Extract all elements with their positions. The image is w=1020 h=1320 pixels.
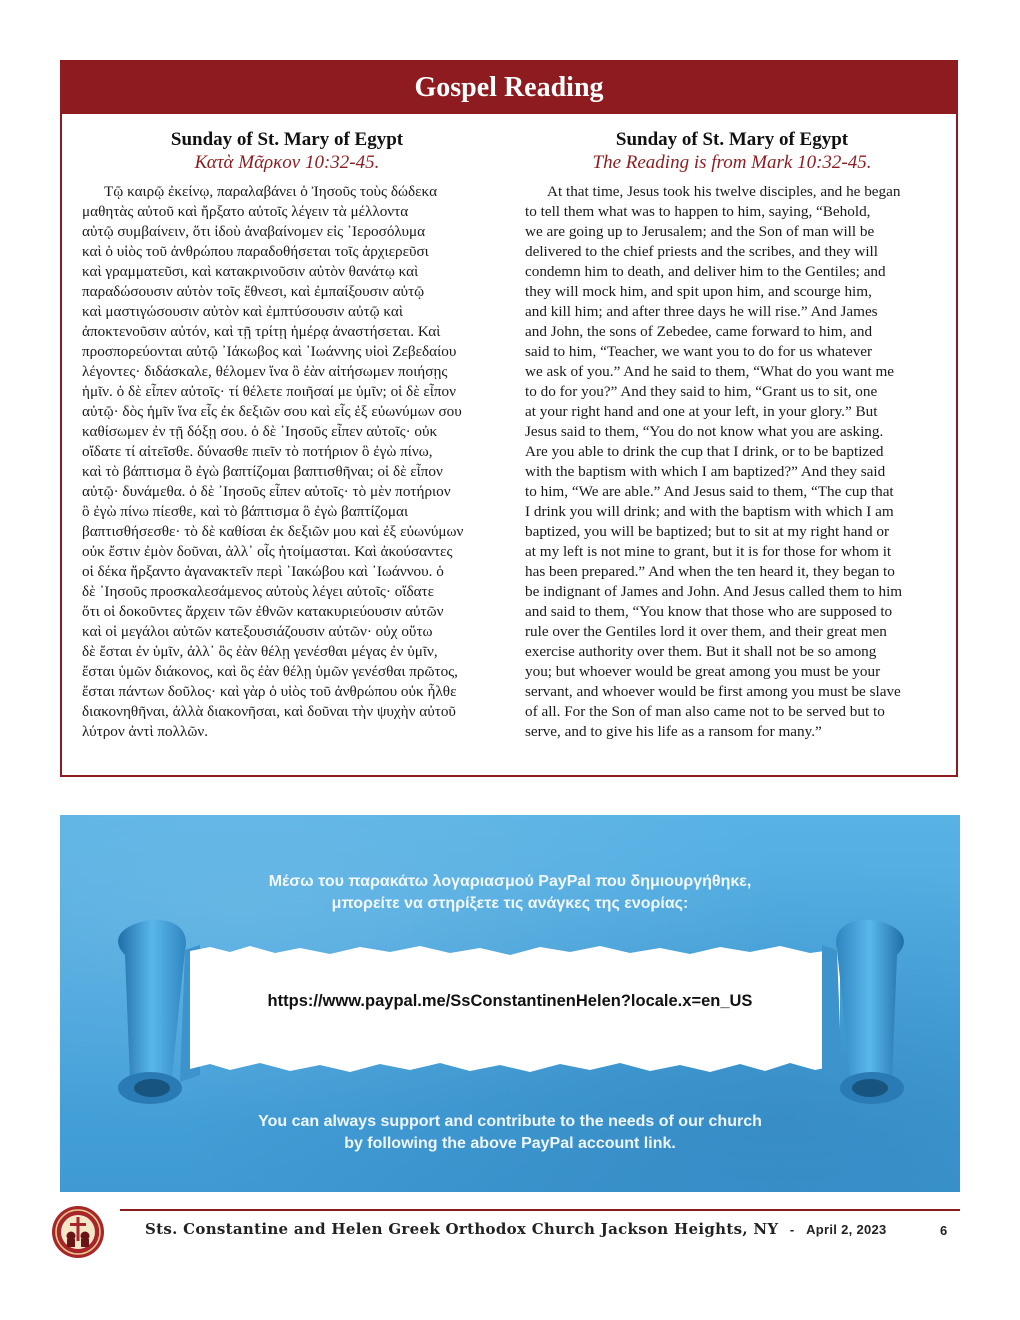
english-column: [525, 128, 939, 742]
greek-text-line: ἡμῖν. ὁ δὲ εἶπεν αὐτοῖς· τί θέλετε ποιῆσαί με ὑμῖν; οἱ δὲ εἶπον: [82, 383, 456, 400]
english-text-line: has been prepared.” And when the ten heard it, they began to: [525, 563, 895, 580]
page-number: 6: [940, 1223, 948, 1238]
english-text-line: at your right hand and one at your left, in your glory.” But: [525, 403, 878, 420]
english-text-line: said to him, “Teacher, we want you to do for us whatever: [525, 343, 873, 360]
paypal-banner: [60, 815, 960, 1192]
english-text-line: to do for you?” And they said to him, “Grant us to sit, one: [525, 383, 878, 400]
banner-english-text: [60, 1111, 960, 1155]
english-text-line: exercise authority over them. But it shall not be so among: [525, 643, 877, 660]
footer-church-name: Sts. Constantine and Helen Greek Orthodox Church Jackson Heights, NY: [145, 1220, 779, 1238]
english-reference: The Reading is from Mark 10:32-45.: [592, 152, 872, 173]
english-text-line: Jesus said to them, “You do not know what you are asking.: [525, 423, 884, 440]
english-text-line: to him, “We are able.” And Jesus said to them, “The cup that: [525, 483, 894, 500]
banner-greek-text: [60, 871, 960, 915]
greek-text-line: λύτρον ἀντὶ πολλῶν.: [82, 723, 209, 740]
greek-text-line: ἔσται πάντων δοῦλος· καὶ γὰρ ὁ υἱὸς τοῦ ἀνθρώπου οὐκ ἦλθε: [82, 683, 457, 700]
greek-text-line: καὶ τὸ βάπτισμα ὃ ἐγὼ βαπτίζομαι βαπτισθῆναι; οἱ δὲ εἶπον: [82, 463, 443, 480]
english-text-line: you; but whoever would be great among you must be your: [525, 663, 881, 680]
greek-text-line: αὐτῷ· δυνάμεθα. ὁ δὲ ᾿Ιησοῦς εἶπεν αὐτοῖς· τὸ μὲν ποτήριον: [82, 483, 451, 500]
footer-church-info: [145, 1220, 887, 1238]
footer-divider: [120, 1209, 960, 1211]
english-text-line: we are going up to Jerusalem; and the Son of man will be: [525, 223, 875, 240]
footer-date: April 2, 2023: [806, 1222, 887, 1237]
english-text-line: and said to them, “You know that those who are supposed to: [525, 603, 893, 620]
greek-text-line: ἀποκτενοῦσιν αὐτόν, καὶ τῇ τρίτῃ ἡμέρᾳ ἀναστήσεται. Καὶ: [82, 323, 441, 340]
banner-greek-line-2: μπορείτε να στηρίξετε τις ανάγκες της ενορίας:: [331, 895, 689, 912]
greek-text-line: δὲ ᾿Ιησοῦς προσκαλεσάμενος αὐτοὺς λέγει αὐτοῖς· οἴδατε: [82, 583, 435, 600]
english-text-line: be indignant of James and John. And Jesus called them to him: [525, 583, 903, 600]
english-reading-text: [525, 182, 939, 742]
greek-text-line: καὶ ὁ υἱὸς τοῦ ἀνθρώπου παραδοθήσεται τοῖς ἀρχιερεῦσι: [82, 243, 429, 260]
english-text-line: of all. For the Son of man also came not to be served but to: [525, 703, 885, 720]
english-text-line: At that time, Jesus took his twelve disciples, and he began: [547, 183, 901, 200]
greek-text-line: λέγοντες· διδάσκαλε, θέλομεν ἵνα ὃ ἐὰν αἰτήσωμεν ποιήσῃς: [82, 363, 448, 380]
english-text-line: I drink you will drink; and with the baptism with which I am: [525, 503, 894, 520]
greek-text-line: καὶ γραμματεῦσι, καὶ κατακρινοῦσιν αὐτὸν θανάτῳ καὶ: [82, 263, 419, 280]
banner-english-line-1: You can always support and contribute to the needs of our church: [258, 1113, 762, 1130]
english-text-line: rule over the Gentiles lord it over them, and their great men: [525, 623, 887, 640]
banner-english-line-2: by following the above PayPal account link.: [344, 1135, 676, 1152]
gospel-reading-section: [60, 60, 958, 777]
paper-curl-right-icon: [812, 910, 932, 1110]
greek-text-line: βαπτισθήσεσθε· τὸ δὲ καθίσαι ἐκ δεξιῶν μου καὶ ἐξ εὐωνύμων: [82, 523, 464, 540]
greek-text-line: μαθητὰς αὐτοῦ καὶ ἤρξατο αὐτοῖς λέγειν τὰ μέλλοντα: [82, 203, 409, 220]
english-text-line: they will mock him, and spit upon him, and scourge him,: [525, 283, 872, 300]
greek-text-line: Τῷ καιρῷ ἐκείνῳ, παραλαβάνει ὁ Ἰησοῦς τοὺς δώδεκα: [104, 183, 438, 200]
greek-text-line: προσπορεύονται αὐτῷ ᾿Ιάκωβος καὶ ᾿Ιωάννης υἱοὶ Ζεβεδαίου: [82, 343, 457, 360]
english-text-line: with the baptism with which I am baptized?” And they said: [525, 463, 886, 480]
greek-text-line: ἔσται ὑμῶν διάκονος, καὶ ὃς ἐὰν θέλῃ ὑμῶν γενέσθαι πρῶτος,: [82, 663, 458, 680]
greek-text-line: καὶ μαστιγώσουσιν αὐτὸν καὶ ἐμπτύσουσιν αὐτῷ καὶ: [82, 303, 403, 320]
english-text-line: serve, and to give his life as a ransom for many.”: [525, 723, 822, 740]
footer-separator: -: [789, 1222, 795, 1237]
banner-greek-line-1: Μέσω του παρακάτω λογαριασμού PayPal που δημιουργήθηκε,: [268, 873, 752, 890]
greek-text-line: οἴδατε τί αἰτεῖσθε. δύνασθε πιεῖν τὸ ποτήριον ὃ ἐγὼ πίνω,: [82, 443, 433, 460]
greek-reading-text: [82, 182, 492, 742]
english-text-line: baptized, you will be baptized; but to sit at my right hand or: [525, 523, 890, 540]
church-seal-icon: [50, 1204, 106, 1260]
greek-text-line: οὐκ ἔστιν ἐμὸν δοῦναι, ἀλλ᾿ οἷς ἡτοίμασται. Καὶ ἀκούσαντες: [82, 543, 453, 560]
section-title: Gospel Reading: [62, 62, 956, 114]
paypal-link[interactable]: https://www.paypal.me/SsConstantinenHelen?locale.x=en_US: [267, 992, 753, 1010]
english-text-line: to tell them what was to happen to him, saying, “Behold,: [525, 203, 871, 220]
greek-title: Sunday of St. Mary of Egypt: [170, 129, 404, 150]
english-text-line: servant, and whoever would be first among you must be slave: [525, 683, 901, 700]
greek-text-line: δὲ ἔσται ἐν ὑμῖν, ἀλλ᾿ ὃς ἐὰν θέλῃ γενέσθαι μέγας ἐν ὑμῖν,: [82, 643, 438, 660]
english-text-line: condemn him to death, and deliver him to the Gentiles; and: [525, 263, 886, 280]
greek-text-line: καὶ οἱ μεγάλοι αὐτῶν κατεξουσιάζουσιν αὐτῶν· οὐχ οὕτω: [82, 623, 433, 640]
greek-text-line: αὐτῷ συμβαίνειν, ὅτι ἰδοὺ ἀναβαίνομεν εἰς ῾Ιεροσόλυμα: [82, 223, 426, 240]
english-text-line: and kill him; and after three days he will rise.” And James: [525, 303, 878, 320]
greek-text-line: ὃ ἐγὼ πίνω πίεσθε, καὶ τὸ βάπτισμα ὃ ἐγὼ βαπτίζομαι: [82, 503, 409, 520]
greek-text-line: παραδώσουσιν αὐτὸν τοῖς ἔθνεσι, καὶ ἐμπαίξουσιν αὐτῷ: [82, 283, 425, 300]
greek-text-line: διακονηθῆναι, ἀλλὰ διακονῆσαι, καὶ δοῦναι τὴν ψυχὴν αὐτοῦ: [82, 703, 456, 720]
english-text-line: and John, the sons of Zebedee, came forward to him, and: [525, 323, 873, 340]
greek-text-line: αὐτῷ· δὸς ἡμῖν ἵνα εἷς ἐκ δεξιῶν σου καὶ εἷς ἐξ εὐωνύμων σου: [82, 403, 462, 420]
english-text-line: Are you able to drink the cup that I drink, or to be baptized: [525, 443, 884, 460]
greek-text-line: ὅτι οἱ δοκοῦντες ἄρχειν τῶν ἐθνῶν κατακυριεύουσιν αὐτῶν: [82, 603, 444, 620]
english-text-line: we ask of you.” And he said to them, “What do you want me: [525, 363, 895, 380]
greek-column: [82, 128, 492, 742]
greek-text-line: οἱ δέκα ἤρξαντο ἀγανακτεῖν περὶ ᾿Ιακώβου καὶ ᾿Ιωάννου. ὁ: [82, 563, 444, 580]
greek-reference: Κατὰ Μᾶρκον 10:32-45.: [194, 152, 380, 173]
english-title: Sunday of St. Mary of Egypt: [615, 129, 849, 150]
greek-text-line: καθίσωμεν ἐν τῇ δόξῃ σου. ὁ δὲ ᾿Ιησοῦς εἶπεν αὐτοῖς· οὐκ: [82, 423, 438, 440]
english-text-line: delivered to the chief priests and the scribes, and they will: [525, 243, 878, 260]
english-text-line: at my left is not mine to grant, but it is for those for whom it: [525, 543, 892, 560]
